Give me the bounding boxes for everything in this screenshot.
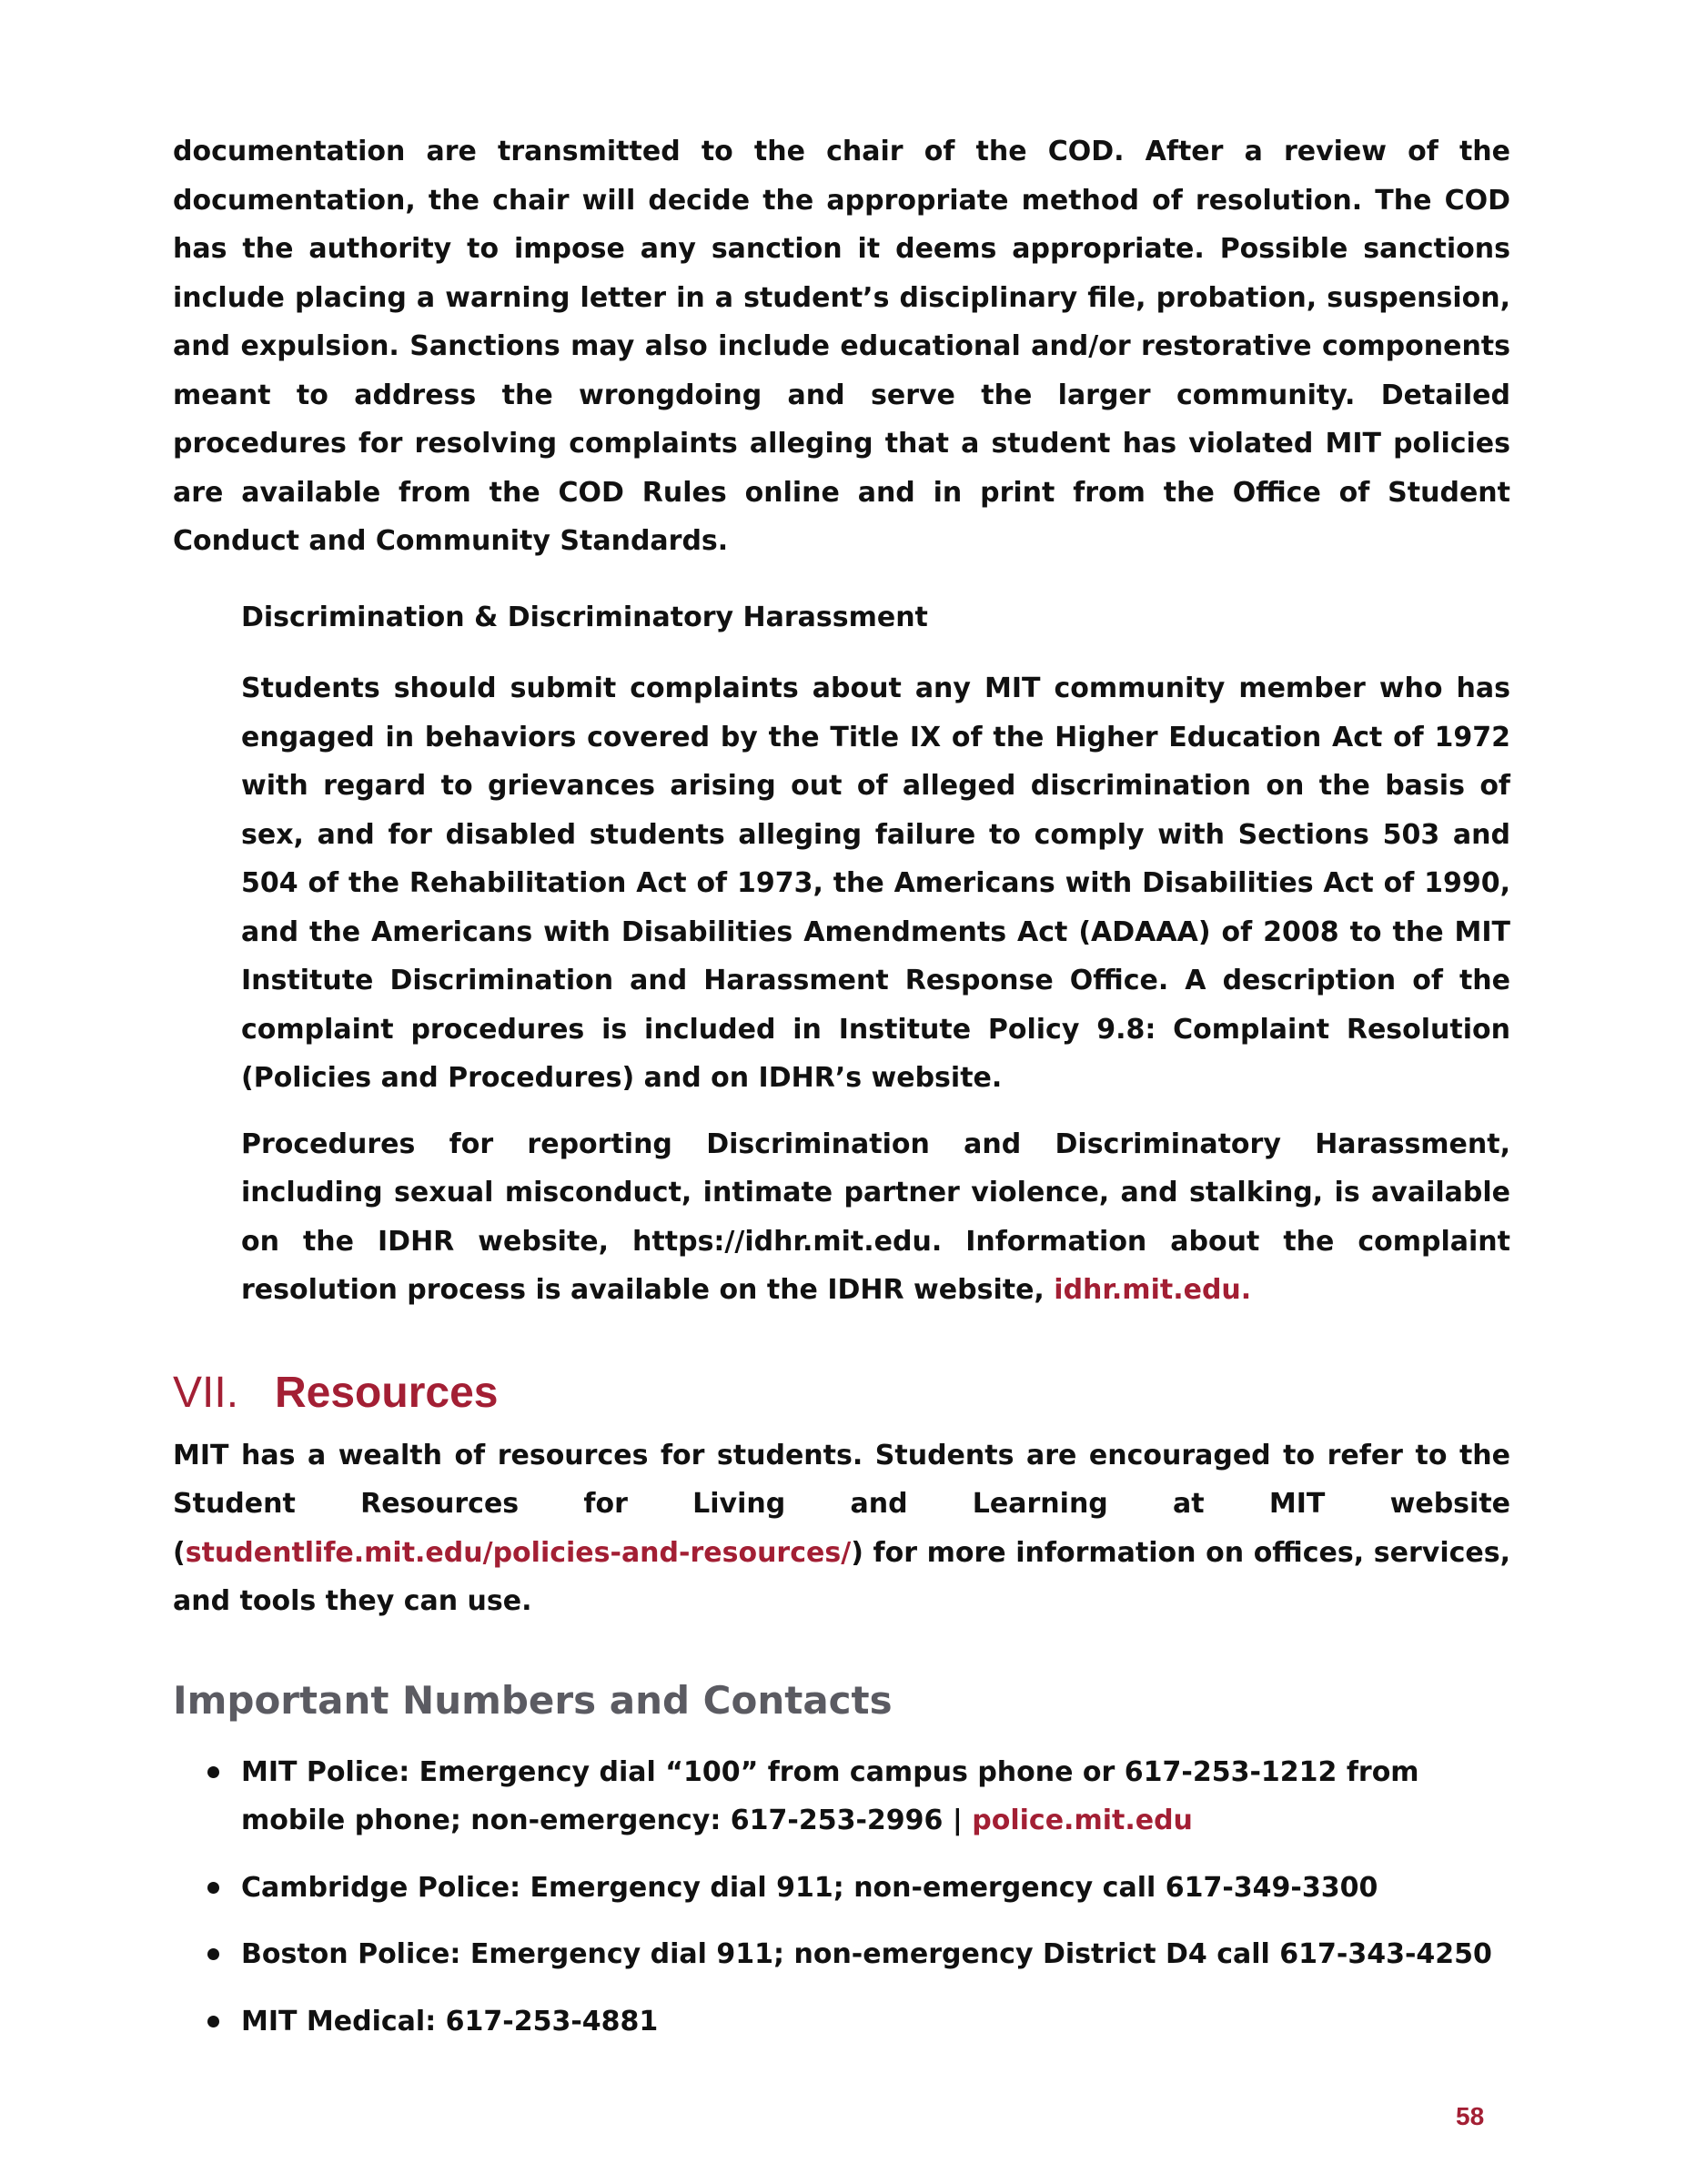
- discrimination-heading: Discrimination & Discriminatory Harassment: [241, 601, 928, 633]
- section-heading-resources: [173, 1368, 1510, 1419]
- reporting-procedures-text: Procedures for reporting Discrimination and Discriminatory Harassment, including sexual misconduct, intimate partner violence, and stalking, is available on the IDHR website, https://idhr.mit.edu. Information about the complaint resolution process is available on the IDHR website,: [241, 1127, 1510, 1306]
- bullet-icon: [207, 1882, 219, 1894]
- contact-text: MIT Medical: 617-253-4881: [241, 2005, 659, 2037]
- contact-item-boston-police: [173, 1930, 1510, 1979]
- document-page: [173, 127, 1510, 2064]
- contact-text: Cambridge Police: Emergency dial 911; non-emergency call 617-349-3300: [241, 1871, 1378, 1904]
- discrimination-paragraph: Students should submit complaints about any MIT community member who has engaged in behaviors covered by the Title IX of the Higher Education Act of 1972 with regard to grievances arising out of alleged discrimination on the basis of sex, and for disabled students alleging failure to comply with Sections 503 and 504 of the Rehabilitation Act of 1973, the Americans with Disabilities Act of 1990, and the Americans with Disabilities Amendments Act (ADAAA) of 2008 to the MIT Institute Discrimination and Harassment Response Office. A description of the complaint procedures is included in Institute Policy 9.8: Complaint Resolution (Policies and Procedures) and on IDHR’s website.: [241, 672, 1510, 1094]
- police-link[interactable]: police.mit.edu: [972, 1805, 1193, 1836]
- studentlife-link[interactable]: studentlife.mit.edu/policies-and-resources/: [185, 1536, 852, 1569]
- contacts-list: [173, 1748, 1510, 2047]
- contact-text: Boston Police: Emergency dial 911; non-emergency District D4 call 617-343-4250: [241, 1938, 1492, 1970]
- section-number: VII.: [173, 1368, 239, 1417]
- reporting-procedures-paragraph: [241, 1120, 1510, 1315]
- resources-paragraph: [173, 1431, 1510, 1626]
- resources-text-after: ) for more information on offices, services, and tools they can use.: [173, 1536, 1510, 1617]
- contact-item-mit-medical: [173, 1997, 1510, 2047]
- page-number: 58: [1456, 2102, 1485, 2130]
- contacts-heading: Important Numbers and Contacts: [173, 1677, 893, 1723]
- contact-item-cambridge-police: [173, 1864, 1510, 1913]
- intro-paragraph: documentation are transmitted to the chair of the COD. After a review of the documentation, the chair will decide the appropriate method of resolution. The COD has the authority to impose any sanction it deems appropriate. Possible sanctions include placing a warning letter in a student’s disciplinary file, probation, suspension, and expulsion. Sanctions may also include educational and/or restorative components meant to address the wrongdoing and serve the larger community. Detailed procedures for resolving complaints alleging that a student has violated MIT policies are available from the COD Rules online and in print from the Office of Student Conduct and Community Standards.: [173, 136, 1510, 557]
- idhr-link[interactable]: idhr.mit.edu.: [1054, 1274, 1252, 1306]
- contact-item-mit-police: [173, 1748, 1510, 1845]
- section-title: Resources: [275, 1368, 499, 1417]
- bullet-icon: [207, 1948, 219, 1960]
- contact-text: MIT Police: Emergency dial “100” from campus phone or 617-253-1212 from mobile phone; non-emergency: 617-253-2996 |: [241, 1755, 1419, 1836]
- bullet-icon: [207, 2016, 219, 2027]
- resources-text-before: MIT has a wealth of resources for students. Students are encouraged to refer to the Student Resources for Living and Learning at MIT website (: [173, 1439, 1510, 1569]
- bullet-icon: [207, 1766, 219, 1778]
